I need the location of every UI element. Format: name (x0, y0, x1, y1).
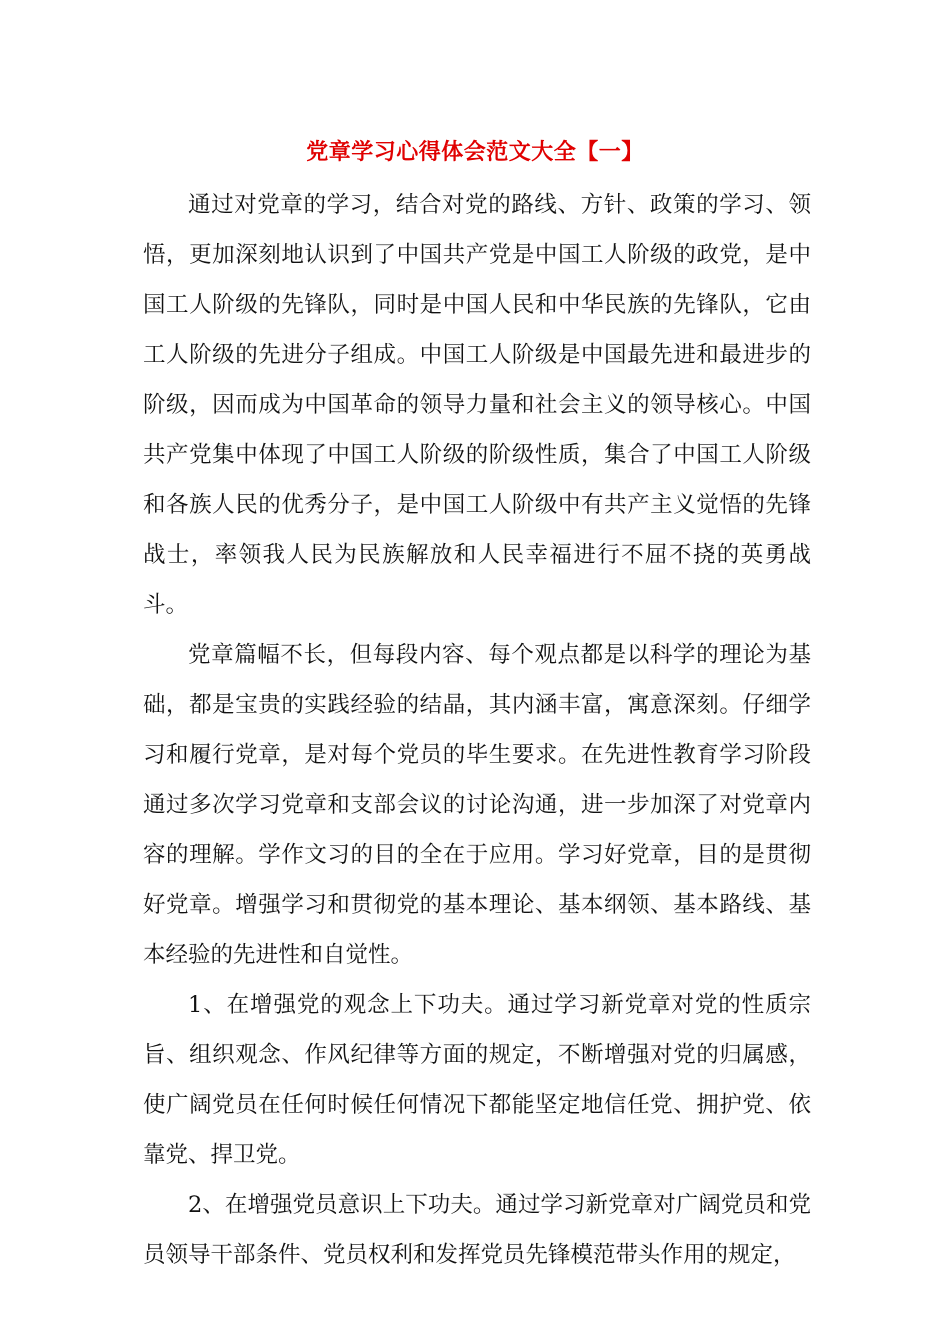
paragraph-1: 通过对党章的学习，结合对党的路线、方针、政策的学习、领悟，更加深刻地认识到了中国共产党是中国工人阶级的政党，是中国工人阶级的先锋队，同时是中国人民和中华民族的先锋队，它由工人阶级的先进分子组成。中国工人阶级是中国最先进和最进步的阶级，因而成为中国革命的领导力量和社会主义的领导核心。中国共产党集中体现了中国工人阶级的阶级性质，集合了中国工人阶级和各族人民的优秀分子，是中国工人阶级中有共产主义觉悟的先锋战士，率领我人民为民族解放和人民幸福进行不屈不挠的英勇战斗。 (143, 192, 811, 618)
paragraph-2: 党章篇幅不长，但每段内容、每个观点都是以科学的理论为基础，都是宝贵的实践经验的结晶，其内涵丰富，寓意深刻。仔细学习和履行党章，是对每个党员的毕生要求。在先进性教育学习阶段通过多次学习党章和支部会议的讨论沟通，进一步加深了对党章内容的理解。学作文习的目的全在于应用。学习好党章，目的是贯彻好党章。增强学习和贯彻党的基本理论、基本纲领、基本路线、基本经验的先进性和自觉性。 (143, 642, 811, 968)
document-title: 党章学习心得体会范文大全【一】 (306, 139, 644, 165)
paragraph-3: 1、在增强党的观念上下功夫。通过学习新党章对党的性质宗旨、组织观念、作风纪律等方面的规定，不断增强对党的归属感，使广阔党员在任何时候任何情况下都能坚定地信任党、拥护党、依靠党、捍卫党。 (143, 992, 811, 1168)
document-body (143, 180, 811, 1280)
paragraph-4: 2、在增强党员意识上下功夫。通过学习新党章对广阔党员和党员领导干部条件、党员权利和发挥党员先锋模范带头作用的规定， (143, 1192, 811, 1268)
